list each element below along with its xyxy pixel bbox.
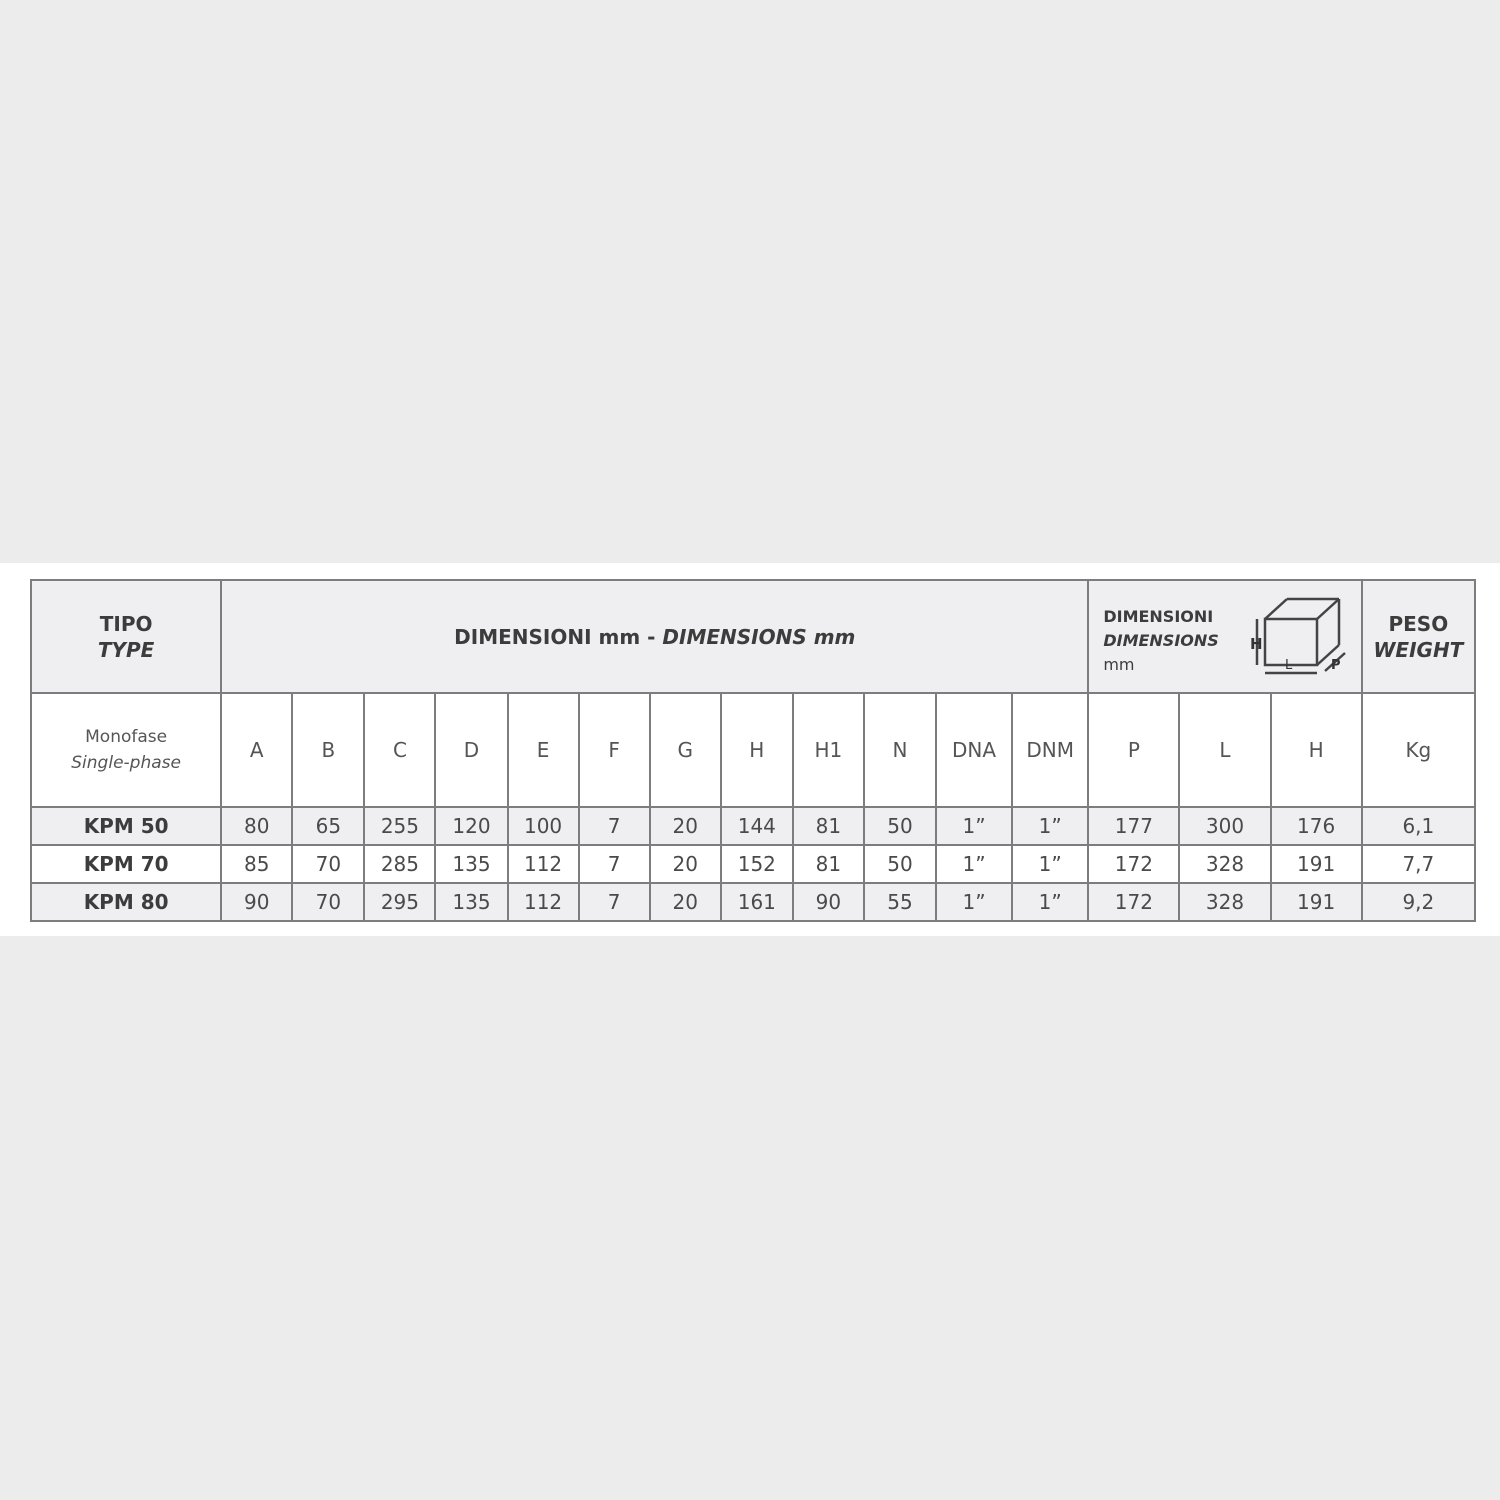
column-header: E xyxy=(508,693,579,807)
table-cell: 7,7 xyxy=(1362,845,1475,883)
column-header: F xyxy=(579,693,650,807)
table-cell: 6,1 xyxy=(1362,807,1475,845)
icon-p-label: P xyxy=(1330,658,1341,673)
column-header: B xyxy=(292,693,364,807)
icon-h-label: H xyxy=(1249,635,1263,653)
table-cell: 300 xyxy=(1179,807,1270,845)
model-cell: KPM 70 xyxy=(31,845,221,883)
table-cell: 285 xyxy=(364,845,435,883)
single-phase-label: Single-phase xyxy=(71,753,181,773)
table-cell: 7 xyxy=(579,845,650,883)
table-cell: 172 xyxy=(1088,883,1179,921)
table-cell: 1” xyxy=(1012,883,1088,921)
column-header: N xyxy=(864,693,936,807)
table-cell: 176 xyxy=(1271,807,1362,845)
pack-dim-it: DIMENSIONI xyxy=(1103,607,1214,626)
pack-dim-en: DIMENSIONS xyxy=(1103,631,1219,650)
weight-header xyxy=(1362,580,1475,693)
box-dimensions-icon xyxy=(1247,595,1347,679)
table-cell: 7 xyxy=(579,807,650,845)
icon-l-label: L xyxy=(1284,658,1292,673)
table-cell: 1” xyxy=(936,807,1012,845)
table-cell: 50 xyxy=(864,845,936,883)
table-cell: 112 xyxy=(508,883,579,921)
table-cell: 65 xyxy=(292,807,364,845)
column-header: G xyxy=(650,693,721,807)
column-header: DNM xyxy=(1012,693,1088,807)
header-row-2 xyxy=(31,693,1475,807)
table-cell: 50 xyxy=(864,807,936,845)
table-cell: 81 xyxy=(793,845,864,883)
table-cell: 90 xyxy=(221,883,292,921)
table-cell: 152 xyxy=(721,845,793,883)
dimensions-sep: - xyxy=(647,624,656,649)
model-cell: KPM 80 xyxy=(31,883,221,921)
tipo-label: TIPO xyxy=(99,611,153,636)
package-dimensions-text xyxy=(1103,605,1218,677)
column-header: D xyxy=(435,693,507,807)
table-cell: 70 xyxy=(292,845,364,883)
column-header: Kg xyxy=(1362,693,1475,807)
pack-dim-unit: mm xyxy=(1103,655,1135,674)
table-cell: 55 xyxy=(864,883,936,921)
table-cell: 135 xyxy=(435,845,507,883)
table-cell: 1” xyxy=(1012,807,1088,845)
table-cell: 172 xyxy=(1088,845,1179,883)
column-header: DNA xyxy=(936,693,1012,807)
column-header: H1 xyxy=(793,693,864,807)
table-cell: 191 xyxy=(1271,845,1362,883)
table-cell: 255 xyxy=(364,807,435,845)
table-cell: 120 xyxy=(435,807,507,845)
table-cell: 161 xyxy=(721,883,793,921)
dimensions-title-en: DIMENSIONS mm xyxy=(662,624,856,649)
table-cell: 9,2 xyxy=(1362,883,1475,921)
column-header: H xyxy=(1271,693,1362,807)
type-label: TYPE xyxy=(97,637,155,662)
table-cell: 80 xyxy=(221,807,292,845)
table-cell: 100 xyxy=(508,807,579,845)
header-row-1 xyxy=(31,580,1475,693)
table-cell: 7 xyxy=(579,883,650,921)
monofase-label: Monofase xyxy=(85,727,168,747)
dimensions-table xyxy=(30,579,1476,922)
table-cell: 328 xyxy=(1179,845,1270,883)
table-cell: 70 xyxy=(292,883,364,921)
table-cell: 135 xyxy=(435,883,507,921)
table-cell: 1” xyxy=(936,845,1012,883)
peso-label: PESO xyxy=(1388,611,1449,636)
column-header: P xyxy=(1088,693,1179,807)
dimensions-title-it: DIMENSIONI mm xyxy=(454,624,641,649)
table-cell: 20 xyxy=(650,845,721,883)
column-header: L xyxy=(1179,693,1270,807)
table-cell: 144 xyxy=(721,807,793,845)
table-cell: 177 xyxy=(1088,807,1179,845)
model-cell: KPM 50 xyxy=(31,807,221,845)
column-header: C xyxy=(364,693,435,807)
table-cell: 81 xyxy=(793,807,864,845)
table-cell: 90 xyxy=(793,883,864,921)
package-dimensions-header xyxy=(1088,580,1361,693)
weight-label: WEIGHT xyxy=(1373,637,1464,662)
table-cell: 85 xyxy=(221,845,292,883)
table-cell: 1” xyxy=(936,883,1012,921)
column-header: A xyxy=(221,693,292,807)
table-row xyxy=(31,807,1475,845)
phase-header xyxy=(31,693,221,807)
table-cell: 1” xyxy=(1012,845,1088,883)
table-cell: 328 xyxy=(1179,883,1270,921)
column-header: H xyxy=(721,693,793,807)
type-header xyxy=(31,580,221,693)
dimensions-header xyxy=(221,580,1088,693)
table-row xyxy=(31,883,1475,921)
table-cell: 112 xyxy=(508,845,579,883)
table-cell: 191 xyxy=(1271,883,1362,921)
table-cell: 20 xyxy=(650,883,721,921)
table-cell: 295 xyxy=(364,883,435,921)
table-cell: 20 xyxy=(650,807,721,845)
table-row xyxy=(31,845,1475,883)
